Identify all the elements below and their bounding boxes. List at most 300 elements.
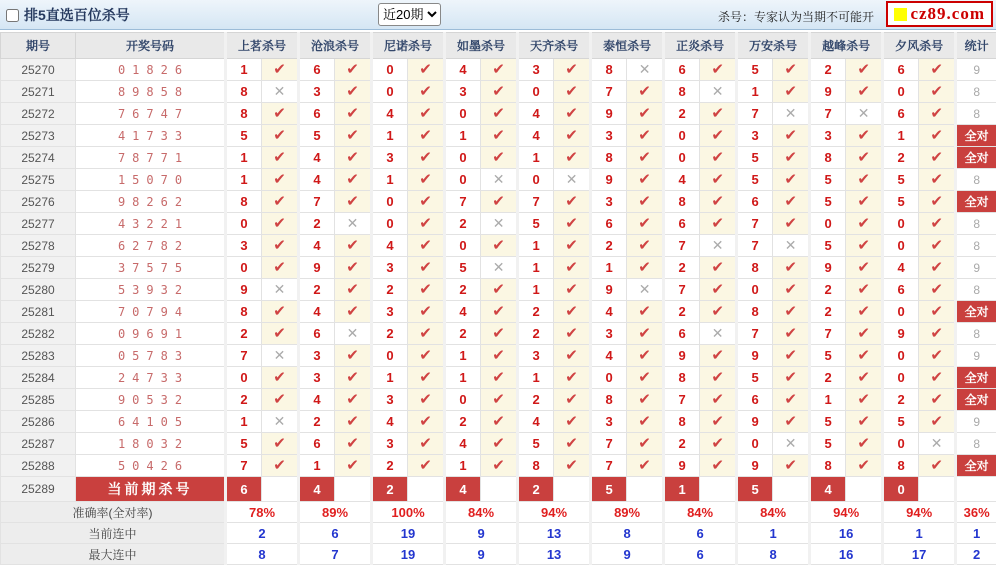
kill-number-cell: 9 — [810, 257, 846, 279]
check-icon: ✔ — [857, 215, 870, 232]
kill-number-cell: 5 — [810, 235, 846, 257]
kill-number-cell: 4 — [372, 411, 408, 433]
table-row — [1, 103, 996, 125]
check-icon: ✔ — [273, 61, 286, 78]
kill-mark-cell — [335, 191, 372, 213]
period-cell: 25271 — [1, 81, 76, 103]
kill-number-cell: 1 — [518, 257, 554, 279]
page-title: 排5直选百位杀号 — [24, 5, 130, 25]
kill-number-cell: 7 — [737, 323, 773, 345]
cross-icon: ✕ — [274, 413, 286, 429]
kill-number-cell: 2 — [372, 323, 408, 345]
kill-number-cell: 2 — [445, 411, 481, 433]
check-icon: ✔ — [346, 193, 359, 210]
period-cell: 25288 — [1, 455, 76, 477]
kill-number-cell: 4 — [299, 235, 335, 257]
kill-mark-cell — [627, 455, 664, 477]
check-icon: ✔ — [711, 303, 724, 320]
draw-numbers-cell: 70794 — [76, 301, 226, 323]
kill-mark-cell — [773, 169, 810, 191]
kill-number-cell: 9 — [737, 345, 773, 367]
check-icon: ✔ — [784, 83, 797, 100]
draw-numbers-cell: 01826 — [76, 59, 226, 81]
check-icon: ✔ — [492, 193, 505, 210]
current-kill-number-cell: 1 — [664, 477, 700, 502]
kill-mark-cell — [262, 389, 299, 411]
kill-mark-cell — [262, 301, 299, 323]
period-cell: 25273 — [1, 125, 76, 147]
check-icon: ✔ — [273, 237, 286, 254]
check-icon: ✔ — [930, 171, 943, 188]
summary-value: 9 — [445, 523, 518, 544]
check-icon: ✔ — [784, 325, 797, 342]
kill-mark-cell — [554, 323, 591, 345]
kill-number-cell: 1 — [445, 345, 481, 367]
kill-number-cell: 1 — [226, 59, 262, 81]
kill-number-cell: 8 — [737, 301, 773, 323]
summary-stat: 1 — [956, 523, 996, 544]
stat-cell: 9 — [956, 411, 996, 433]
kill-mark-cell — [773, 59, 810, 81]
full-hit-badge: 全对 — [956, 147, 996, 169]
check-icon: ✔ — [930, 457, 943, 474]
kill-mark-cell — [700, 257, 737, 279]
kill-number-cell: 0 — [883, 213, 919, 235]
check-icon: ✔ — [419, 259, 432, 276]
kill-number-cell: 3 — [737, 125, 773, 147]
summary-value: 89% — [591, 502, 664, 523]
summary-value: 13 — [518, 544, 591, 565]
kill-number-cell: 7 — [737, 235, 773, 257]
kill-mark-cell — [846, 323, 883, 345]
check-icon: ✔ — [930, 325, 943, 342]
kill-mark-cell — [481, 301, 518, 323]
check-icon: ✔ — [346, 347, 359, 364]
stat-cell: 8 — [956, 235, 996, 257]
kill-number-cell: 3 — [372, 433, 408, 455]
kill-mark-cell — [408, 147, 445, 169]
kill-mark-cell — [919, 81, 956, 103]
kill-number-cell: 0 — [226, 213, 262, 235]
kill-mark-cell — [408, 257, 445, 279]
kill-number-cell: 7 — [810, 103, 846, 125]
check-icon: ✔ — [638, 105, 651, 122]
col-header: 尼诺杀号 — [372, 33, 445, 59]
kill-mark-cell — [262, 169, 299, 191]
kill-mark-cell — [773, 147, 810, 169]
kill-number-cell: 3 — [591, 191, 627, 213]
draw-numbers-cell: 18032 — [76, 433, 226, 455]
kill-mark-cell — [919, 367, 956, 389]
kill-mark-cell — [408, 103, 445, 125]
stat-cell: 9 — [956, 345, 996, 367]
check-icon: ✔ — [346, 237, 359, 254]
summary-stat: 36% — [956, 502, 996, 523]
kill-number-cell: 2 — [518, 323, 554, 345]
col-header: 夕风杀号 — [883, 33, 956, 59]
kill-number-cell: 2 — [445, 279, 481, 301]
kill-number-cell: 1 — [299, 455, 335, 477]
check-icon: ✔ — [419, 435, 432, 452]
kill-number-cell: 1 — [445, 455, 481, 477]
check-icon: ✔ — [711, 281, 724, 298]
kill-number-cell: 9 — [883, 323, 919, 345]
kill-mark-cell — [408, 389, 445, 411]
check-icon: ✔ — [711, 259, 724, 276]
check-icon: ✔ — [419, 127, 432, 144]
check-icon: ✔ — [273, 391, 286, 408]
kill-number-cell: 3 — [372, 147, 408, 169]
kill-mark-cell — [700, 345, 737, 367]
check-icon: ✔ — [419, 105, 432, 122]
kill-number-cell: 1 — [372, 169, 408, 191]
kill-mark-cell — [773, 433, 810, 455]
title-area — [6, 5, 130, 25]
kill-mark-cell — [627, 235, 664, 257]
check-icon: ✔ — [346, 171, 359, 188]
draw-numbers-cell: 62782 — [76, 235, 226, 257]
check-icon: ✔ — [273, 369, 286, 386]
check-icon: ✔ — [492, 413, 505, 430]
kill-mark-cell — [627, 301, 664, 323]
cross-icon: ✕ — [639, 281, 651, 297]
summary-value: 78% — [226, 502, 299, 523]
table-row — [1, 125, 996, 147]
full-hit-badge: 全对 — [956, 367, 996, 389]
current-kill-number-cell: 5 — [737, 477, 773, 502]
summary-value: 6 — [664, 523, 737, 544]
kill-number-cell: 0 — [372, 213, 408, 235]
check-icon: ✔ — [857, 435, 870, 452]
kill-mark-cell — [335, 411, 372, 433]
kill-mark-cell — [408, 213, 445, 235]
kill-number-cell: 2 — [810, 301, 846, 323]
kill-number-cell: 0 — [591, 367, 627, 389]
kill-number-cell: 1 — [737, 81, 773, 103]
draw-numbers-cell: 43221 — [76, 213, 226, 235]
kill-mark-cell — [700, 367, 737, 389]
kill-number-cell: 5 — [445, 257, 481, 279]
kill-number-cell: 8 — [518, 455, 554, 477]
kill-number-cell: 3 — [518, 59, 554, 81]
check-icon: ✔ — [711, 457, 724, 474]
summary-value: 1 — [737, 523, 810, 544]
check-icon: ✔ — [346, 105, 359, 122]
kill-number-cell: 4 — [518, 125, 554, 147]
check-icon: ✔ — [565, 105, 578, 122]
kill-number-cell: 0 — [518, 81, 554, 103]
kill-number-cell: 9 — [737, 455, 773, 477]
kill-mark-cell — [773, 257, 810, 279]
kill-number-cell: 7 — [591, 433, 627, 455]
check-icon: ✔ — [784, 215, 797, 232]
summary-value: 19 — [372, 544, 445, 565]
kill-number-cell: 9 — [737, 411, 773, 433]
kill-number-cell: 8 — [226, 301, 262, 323]
kill-number-cell: 5 — [737, 59, 773, 81]
kill-mark-cell — [408, 191, 445, 213]
kill-number-cell: 1 — [226, 411, 262, 433]
kill-mark-cell — [335, 257, 372, 279]
kill-mark-cell — [700, 125, 737, 147]
kill-mark-cell — [408, 279, 445, 301]
full-hit-badge: 全对 — [956, 125, 996, 147]
kill-number-cell: 1 — [518, 235, 554, 257]
kill-mark-cell — [335, 367, 372, 389]
kill-number-cell: 1 — [810, 389, 846, 411]
check-icon: ✔ — [638, 259, 651, 276]
check-icon: ✔ — [273, 457, 286, 474]
summary-value: 89% — [299, 502, 372, 523]
check-icon: ✔ — [565, 83, 578, 100]
kill-number-cell: 0 — [445, 235, 481, 257]
kill-number-cell: 8 — [737, 257, 773, 279]
check-icon: ✔ — [419, 457, 432, 474]
kill-number-cell: 5 — [737, 169, 773, 191]
kill-mark-cell — [627, 433, 664, 455]
summary-value: 94% — [810, 502, 883, 523]
kill-mark-cell — [335, 323, 372, 345]
check-icon: ✔ — [638, 171, 651, 188]
cross-icon: ✕ — [274, 347, 286, 363]
kill-mark-cell — [481, 433, 518, 455]
title-checkbox[interactable] — [6, 9, 19, 22]
kill-number-cell: 2 — [591, 235, 627, 257]
kill-number-cell: 0 — [883, 367, 919, 389]
kill-mark-cell — [773, 301, 810, 323]
draw-numbers-cell: 53932 — [76, 279, 226, 301]
kill-mark-cell — [919, 235, 956, 257]
summary-value: 16 — [810, 544, 883, 565]
kill-number-cell: 3 — [299, 345, 335, 367]
kill-mark-cell — [335, 301, 372, 323]
kill-mark-cell — [773, 345, 810, 367]
period-cell: 25272 — [1, 103, 76, 125]
check-icon: ✔ — [711, 171, 724, 188]
kill-mark-cell — [627, 147, 664, 169]
check-icon: ✔ — [784, 347, 797, 364]
kill-number-cell: 1 — [226, 147, 262, 169]
check-icon: ✔ — [930, 303, 943, 320]
kill-mark-cell — [481, 81, 518, 103]
check-icon: ✔ — [346, 391, 359, 408]
kill-mark-cell — [700, 389, 737, 411]
kill-number-cell: 5 — [299, 125, 335, 147]
full-hit-badge: 全对 — [956, 191, 996, 213]
kill-mark-cell — [846, 257, 883, 279]
kill-number-cell: 3 — [591, 411, 627, 433]
check-icon: ✔ — [346, 149, 359, 166]
check-icon: ✔ — [273, 105, 286, 122]
check-icon: ✔ — [930, 259, 943, 276]
kill-mark-cell — [335, 389, 372, 411]
check-icon: ✔ — [784, 369, 797, 386]
kill-mark-cell — [481, 169, 518, 191]
current-kill-mark-cell — [408, 477, 445, 502]
kill-number-cell: 4 — [299, 147, 335, 169]
cross-icon: ✕ — [493, 259, 505, 275]
current-kill-number-cell: 4 — [299, 477, 335, 502]
kill-number-cell: 7 — [591, 81, 627, 103]
current-kill-number-cell: 0 — [883, 477, 919, 502]
check-icon: ✔ — [784, 193, 797, 210]
check-icon: ✔ — [346, 61, 359, 78]
kill-mark-cell — [700, 323, 737, 345]
draw-numbers-cell: 41733 — [76, 125, 226, 147]
kill-number-cell: 4 — [372, 235, 408, 257]
cross-icon: ✕ — [493, 215, 505, 231]
kill-number-cell: 1 — [883, 125, 919, 147]
kill-number-cell: 5 — [518, 213, 554, 235]
kill-mark-cell — [627, 191, 664, 213]
kill-number-cell: 0 — [664, 125, 700, 147]
draw-numbers-cell: 98262 — [76, 191, 226, 213]
check-icon: ✔ — [346, 413, 359, 430]
kill-mark-cell — [919, 103, 956, 125]
period-cell: 25284 — [1, 367, 76, 389]
check-icon: ✔ — [346, 127, 359, 144]
kill-number-cell: 0 — [883, 345, 919, 367]
kill-mark-cell — [481, 367, 518, 389]
kill-mark-cell — [846, 125, 883, 147]
table-row — [1, 455, 996, 477]
kill-number-cell: 3 — [810, 125, 846, 147]
kill-mark-cell — [846, 367, 883, 389]
kill-mark-cell — [554, 103, 591, 125]
current-kill-mark-cell — [627, 477, 664, 502]
check-icon: ✔ — [419, 347, 432, 364]
period-cell: 25283 — [1, 345, 76, 367]
check-icon: ✔ — [930, 347, 943, 364]
kill-mark-cell — [846, 389, 883, 411]
summary-value: 7 — [299, 544, 372, 565]
kill-number-cell: 7 — [737, 213, 773, 235]
kill-mark-cell — [262, 235, 299, 257]
kill-mark-cell — [408, 169, 445, 191]
full-hit-badge: 全对 — [956, 301, 996, 323]
check-icon: ✔ — [419, 83, 432, 100]
check-icon: ✔ — [857, 237, 870, 254]
check-icon: ✔ — [857, 413, 870, 430]
kill-number-cell: 7 — [591, 455, 627, 477]
kill-mark-cell — [262, 367, 299, 389]
kill-number-cell: 3 — [299, 367, 335, 389]
kill-number-cell: 4 — [445, 433, 481, 455]
cross-icon: ✕ — [785, 105, 797, 121]
table-row — [1, 279, 996, 301]
check-icon: ✔ — [565, 369, 578, 386]
kill-mark-cell — [335, 279, 372, 301]
check-icon: ✔ — [930, 391, 943, 408]
check-icon: ✔ — [565, 259, 578, 276]
check-icon: ✔ — [711, 149, 724, 166]
check-icon: ✔ — [492, 391, 505, 408]
col-header: 统计 — [956, 33, 996, 59]
check-icon: ✔ — [419, 215, 432, 232]
kill-mark-cell — [773, 389, 810, 411]
summary-value: 94% — [883, 502, 956, 523]
check-icon: ✔ — [273, 215, 286, 232]
range-select[interactable] — [378, 3, 441, 26]
check-icon: ✔ — [419, 61, 432, 78]
draw-numbers-cell: 37575 — [76, 257, 226, 279]
kill-mark-cell — [919, 433, 956, 455]
check-icon: ✔ — [492, 105, 505, 122]
kill-number-cell: 3 — [591, 125, 627, 147]
kill-mark-cell — [262, 323, 299, 345]
check-icon: ✔ — [492, 237, 505, 254]
check-icon: ✔ — [711, 435, 724, 452]
kill-mark-cell — [408, 81, 445, 103]
kill-number-cell: 2 — [299, 279, 335, 301]
kill-mark-cell — [846, 147, 883, 169]
check-icon: ✔ — [346, 457, 359, 474]
check-icon: ✔ — [930, 193, 943, 210]
kill-number-cell: 4 — [372, 103, 408, 125]
kill-mark-cell — [262, 213, 299, 235]
summary-value: 1 — [883, 523, 956, 544]
logo-square-icon — [894, 8, 907, 21]
kill-number-cell: 0 — [445, 103, 481, 125]
cross-icon: ✕ — [566, 171, 578, 187]
kill-mark-cell — [700, 433, 737, 455]
period-cell: 25279 — [1, 257, 76, 279]
check-icon: ✔ — [930, 127, 943, 144]
kill-number-cell: 8 — [664, 411, 700, 433]
summary-label: 最大连中 — [1, 544, 226, 565]
kill-mark-cell — [846, 301, 883, 323]
kill-number-cell: 7 — [737, 103, 773, 125]
cross-icon: ✕ — [712, 83, 724, 99]
check-icon: ✔ — [492, 149, 505, 166]
kill-mark-cell — [481, 59, 518, 81]
kill-number-cell: 8 — [591, 147, 627, 169]
kill-mark-cell — [335, 235, 372, 257]
check-icon: ✔ — [638, 369, 651, 386]
kill-mark-cell — [846, 411, 883, 433]
col-header: 上茗杀号 — [226, 33, 299, 59]
kill-mark-cell — [846, 235, 883, 257]
check-icon: ✔ — [492, 303, 505, 320]
kill-number-cell: 7 — [810, 323, 846, 345]
kill-mark-cell — [262, 257, 299, 279]
check-icon: ✔ — [857, 303, 870, 320]
kill-number-cell: 8 — [591, 389, 627, 411]
kill-number-cell: 7 — [226, 455, 262, 477]
check-icon: ✔ — [492, 127, 505, 144]
check-icon: ✔ — [565, 237, 578, 254]
cross-icon: ✕ — [274, 281, 286, 297]
kill-mark-cell — [700, 169, 737, 191]
kill-number-cell: 5 — [810, 191, 846, 213]
col-header: 越峰杀号 — [810, 33, 883, 59]
kill-mark-cell — [773, 235, 810, 257]
check-icon: ✔ — [346, 435, 359, 452]
kill-mark-cell — [335, 433, 372, 455]
kill-number-cell: 7 — [664, 279, 700, 301]
kill-mark-cell — [846, 81, 883, 103]
kill-number-cell: 2 — [810, 367, 846, 389]
kill-mark-cell — [919, 455, 956, 477]
kill-number-cell: 5 — [810, 433, 846, 455]
cross-icon: ✕ — [639, 61, 651, 77]
kill-mark-cell — [773, 367, 810, 389]
check-icon: ✔ — [419, 413, 432, 430]
kill-number-cell: 6 — [299, 103, 335, 125]
check-icon: ✔ — [638, 127, 651, 144]
check-icon: ✔ — [784, 413, 797, 430]
summary-value: 8 — [737, 544, 810, 565]
